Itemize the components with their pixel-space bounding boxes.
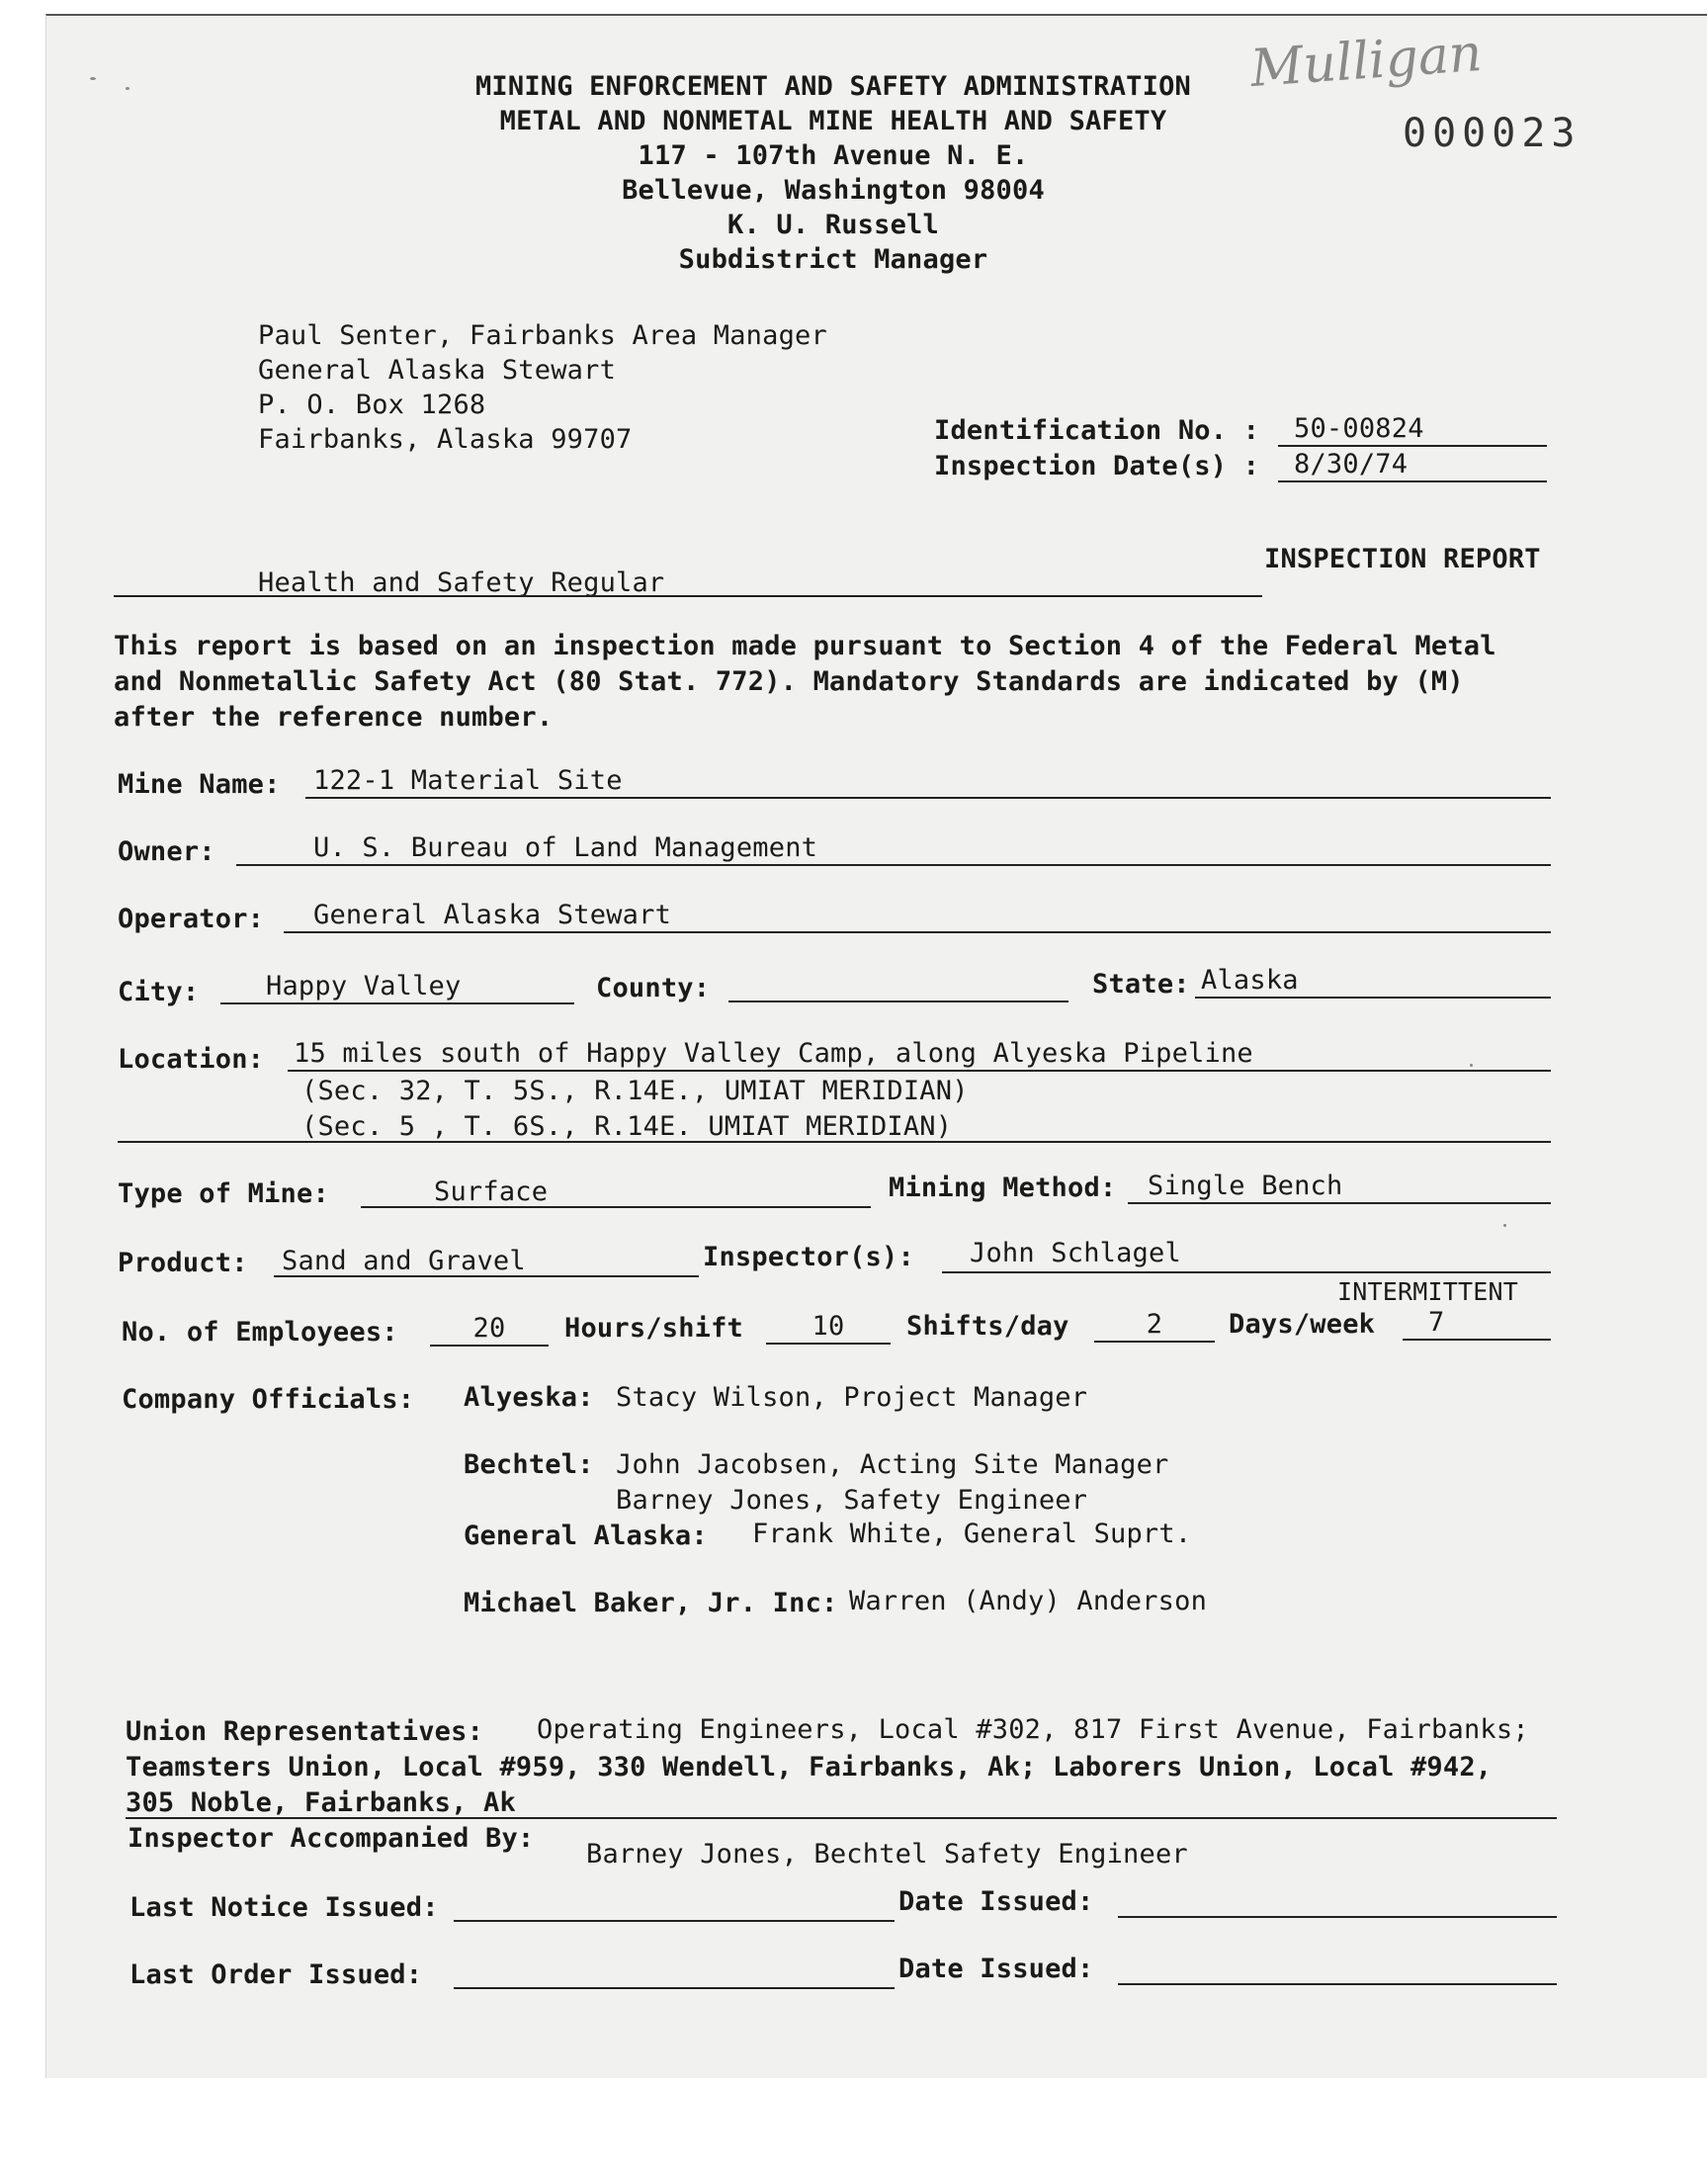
inspectors-label: Inspector(s): — [703, 1242, 914, 1272]
accompanied-value: Barney Jones, Bechtel Safety Engineer — [586, 1839, 1188, 1870]
days-label: Days/week — [1229, 1309, 1376, 1340]
addressee-line: General Alaska Stewart — [258, 355, 617, 386]
baker-label: Michael Baker, Jr. Inc: — [464, 1588, 838, 1618]
county-underline — [728, 1000, 1068, 1002]
union-text: Teamsters Union, Local #959, 330 Wendell, Fairbanks, Ak; Laborers Union, Local #942, — [126, 1752, 1493, 1783]
owner-underline — [236, 864, 1551, 866]
officials-label: Company Officials: — [122, 1384, 415, 1415]
location-underline — [288, 1070, 1551, 1072]
date-issued-label: Date Issued: — [898, 1954, 1094, 1984]
bechtel-official: Barney Jones, Safety Engineer — [616, 1485, 1088, 1516]
agency-street: 117 - 107th Avenue N. E. — [638, 140, 1029, 171]
days-value: 7 — [1428, 1307, 1445, 1338]
manager-title: Subdistrict Manager — [678, 244, 988, 275]
addressee-line: P. O. Box 1268 — [258, 390, 486, 420]
document-number: 000023 — [1403, 111, 1581, 156]
intro-text: This report is based on an inspection made pursuant to Section 4 of the Federal Metal — [114, 631, 1496, 661]
bechtel-official: John Jacobsen, Acting Site Manager — [616, 1449, 1169, 1480]
city-value: Happy Valley — [266, 971, 462, 1001]
employees-underline — [430, 1345, 549, 1347]
identification-underline — [1278, 445, 1547, 447]
union-underline — [126, 1817, 1557, 1819]
general-alaska-official: Frank White, General Suprt. — [752, 1519, 1192, 1549]
report-type: Health and Safety Regular — [258, 567, 665, 598]
city-label: City: — [118, 977, 200, 1007]
alyeska-official: Stacy Wilson, Project Manager — [616, 1382, 1088, 1413]
operator-value: General Alaska Stewart — [313, 900, 672, 930]
days-note: INTERMITTENT — [1337, 1277, 1519, 1306]
employees-value: 20 — [472, 1313, 506, 1344]
state-value: Alaska — [1201, 965, 1299, 996]
scan-speck — [126, 87, 129, 90]
handwritten-signature: Mulligan — [1248, 23, 1485, 100]
mine-name-value: 122-1 Material Site — [313, 765, 623, 796]
inspection-date-underline — [1278, 480, 1547, 482]
intro-text: and Nonmetallic Safety Act (80 Stat. 772). Mandatory Standards are indicated by (M) — [114, 666, 1464, 697]
owner-label: Owner: — [118, 836, 215, 867]
mining-method-label: Mining Method: — [889, 1173, 1117, 1203]
report-title: INSPECTION REPORT — [1264, 544, 1541, 574]
shifts-underline — [1094, 1341, 1215, 1343]
inspection-date-label: Inspection Date(s) : — [934, 451, 1260, 481]
county-label: County: — [596, 973, 711, 1003]
location-value: 15 miles south of Happy Valley Camp, along Alyeska Pipeline — [294, 1038, 1253, 1069]
mine-name-label: Mine Name: — [118, 769, 281, 800]
operator-underline — [284, 931, 1551, 933]
date-issued-underline — [1118, 1983, 1557, 1985]
type-of-mine-value: Surface — [434, 1176, 549, 1207]
operator-label: Operator: — [118, 904, 265, 934]
location-value: (Sec. 5 , T. 6S., R.14E. UMIAT MERIDIAN) — [301, 1111, 953, 1142]
date-issued-underline — [1118, 1916, 1557, 1918]
union-label: Union Representatives: — [126, 1716, 484, 1747]
manager-name: K. U. Russell — [727, 210, 939, 240]
union-text: 305 Noble, Fairbanks, Ak — [126, 1787, 516, 1818]
shifts-label: Shifts/day — [906, 1311, 1069, 1342]
agency-division: METAL AND NONMETAL MINE HEALTH AND SAFETY — [499, 106, 1167, 136]
days-underline — [1403, 1339, 1551, 1341]
bechtel-label: Bechtel: — [464, 1449, 594, 1480]
hours-label: Hours/shift — [564, 1313, 744, 1344]
location-label: Location: — [118, 1044, 265, 1075]
agency-city: Bellevue, Washington 98004 — [622, 175, 1045, 206]
inspectors-value: John Schlagel — [970, 1238, 1181, 1268]
last-order-label: Last Order Issued: — [129, 1959, 423, 1990]
product-underline — [274, 1275, 699, 1277]
inspection-date-value: 8/30/74 — [1294, 449, 1409, 479]
location-value: (Sec. 32, T. 5S., R.14E., UMIAT MERIDIAN) — [301, 1076, 969, 1106]
mining-method-underline — [1128, 1202, 1551, 1204]
last-notice-underline — [454, 1920, 895, 1922]
state-underline — [1195, 997, 1551, 999]
identification-value: 50-00824 — [1294, 413, 1424, 444]
scan-speck — [90, 77, 96, 80]
document-sheet — [45, 14, 1707, 2078]
alyeska-label: Alyeska: — [464, 1382, 594, 1413]
type-of-mine-label: Type of Mine: — [118, 1178, 329, 1209]
accompanied-label: Inspector Accompanied By: — [128, 1823, 535, 1854]
city-underline — [220, 1002, 574, 1004]
product-value: Sand and Gravel — [282, 1246, 526, 1276]
location-underline — [118, 1141, 1551, 1143]
report-type-underline — [114, 595, 1262, 597]
hours-underline — [766, 1343, 891, 1345]
addressee-line: Paul Senter, Fairbanks Area Manager — [258, 320, 827, 351]
owner-value: U. S. Bureau of Land Management — [313, 832, 818, 863]
type-of-mine-underline — [361, 1206, 871, 1208]
addressee-line: Fairbanks, Alaska 99707 — [258, 424, 633, 455]
general-alaska-label: General Alaska: — [464, 1521, 708, 1551]
product-label: Product: — [118, 1248, 248, 1278]
scan-speck — [1503, 1224, 1506, 1227]
union-text: Operating Engineers, Local #302, 817 First Avenue, Fairbanks; — [537, 1714, 1529, 1745]
date-issued-label: Date Issued: — [898, 1886, 1094, 1917]
intro-text: after the reference number. — [114, 702, 554, 733]
shifts-value: 2 — [1146, 1309, 1163, 1340]
mine-name-underline — [305, 797, 1551, 799]
state-label: State: — [1092, 969, 1190, 1000]
identification-label: Identification No. : — [934, 415, 1260, 446]
agency-name: MINING ENFORCEMENT AND SAFETY ADMINISTRATION — [474, 71, 1192, 102]
baker-official: Warren (Andy) Anderson — [849, 1586, 1208, 1616]
hours-value: 10 — [811, 1311, 845, 1342]
scan-speck — [1470, 1064, 1473, 1067]
last-order-underline — [454, 1987, 895, 1989]
employees-label: No. of Employees: — [122, 1317, 398, 1348]
last-notice-label: Last Notice Issued: — [129, 1892, 439, 1923]
mining-method-value: Single Bench — [1148, 1171, 1343, 1201]
inspectors-underline — [942, 1271, 1551, 1273]
